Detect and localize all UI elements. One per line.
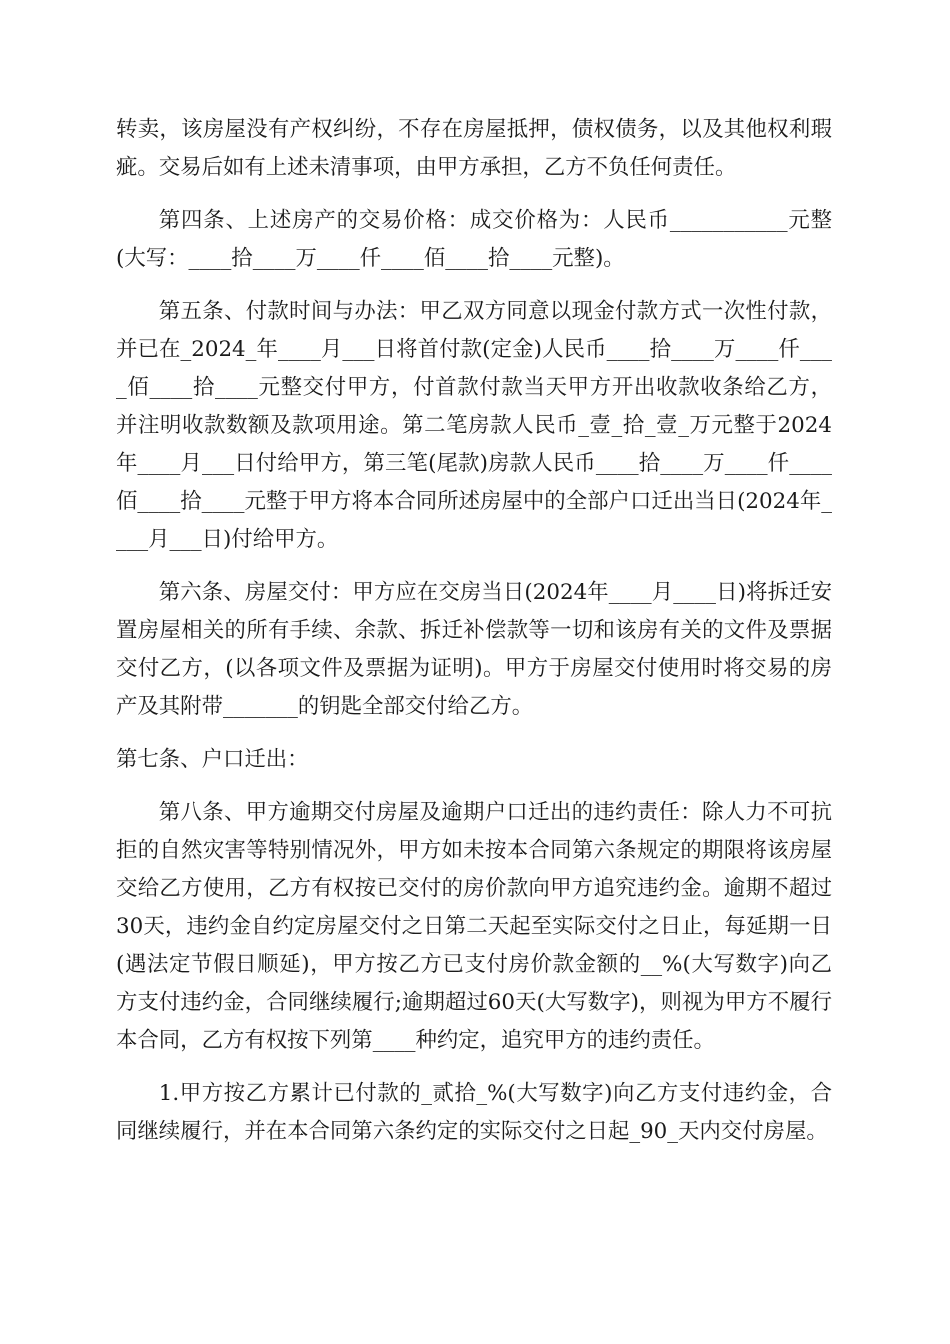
paragraph-article-7-hukou: 第七条、户口迁出： — [116, 747, 309, 772]
paragraph-article-4-price: 第四条、上述房产的交易价格：成交价格为：人民币___________元整(大写：____拾____万____仟____佰____拾____元整)。 — [116, 208, 832, 271]
paragraph-article-3-continued: 转卖，该房屋没有产权纠纷，不存在房屋抵押，债权债务，以及其他权利瑕疵。交易后如有上述未清事项，由甲方承担，乙方不负任何责任。 — [116, 117, 832, 180]
paragraph-article-8-liability: 第八条、甲方逾期交付房屋及逾期户口迁出的违约责任：除人力不可抗拒的自然灾害等特别情况外，甲方如未按本合同第六条规定的期限将该房屋交给乙方使用，乙方有权按已交付的房价款向甲方追究违约金。逾期不超过30天，违约金自约定房屋交付之日第二天起至实际交付之日止，每延期一日(遇法定节假日顺延)，甲方按乙方已支付房价款金额的__%(大写数字)向乙方支付违约金，合同继续履行;逾期超过60天(大写数字)，则视为甲方不履行本合同，乙方有权按下列第____种约定，追究甲方的违约责任。 — [116, 800, 832, 1053]
document-body — [116, 111, 832, 1166]
paragraph-item-1: 1.甲方按乙方累计已付款的_贰拾_%(大写数字)向乙方支付违约金，合同继续履行，并在本合同第六条约定的实际交付之日起_90_天内交付房屋。 — [116, 1081, 832, 1144]
paragraph-article-6-delivery: 第六条、房屋交付：甲方应在交房当日(2024年____月____日)将拆迁安置房屋相关的所有手续、余款、拆迁补偿款等一切和该房有关的文件及票据交付乙方，(以各项文件及票据为证明)。甲方于房屋交付使用时将交易的房产及其附带_______的钥匙全部交付给乙方。 — [116, 580, 832, 719]
paragraph-article-5-payment: 第五条、付款时间与办法：甲乙双方同意以现金付款方式一次性付款，并已在_2024_年____月___日将首付款(定金)人民币____拾____万____仟____佰____拾____元整交付甲方，付首款付款当天甲方开出收款收条给乙方，并注明收款数额及款项用途。第二笔房款人民币_壹_拾_壹_万元整于2024年____月___日付给甲方，第三笔(尾款)房款人民币____拾____万____仟____佰____拾____元整于甲方将本合同所述房屋中的全部户口迁出当日(2024年____月___日)付给甲方。 — [116, 299, 832, 552]
